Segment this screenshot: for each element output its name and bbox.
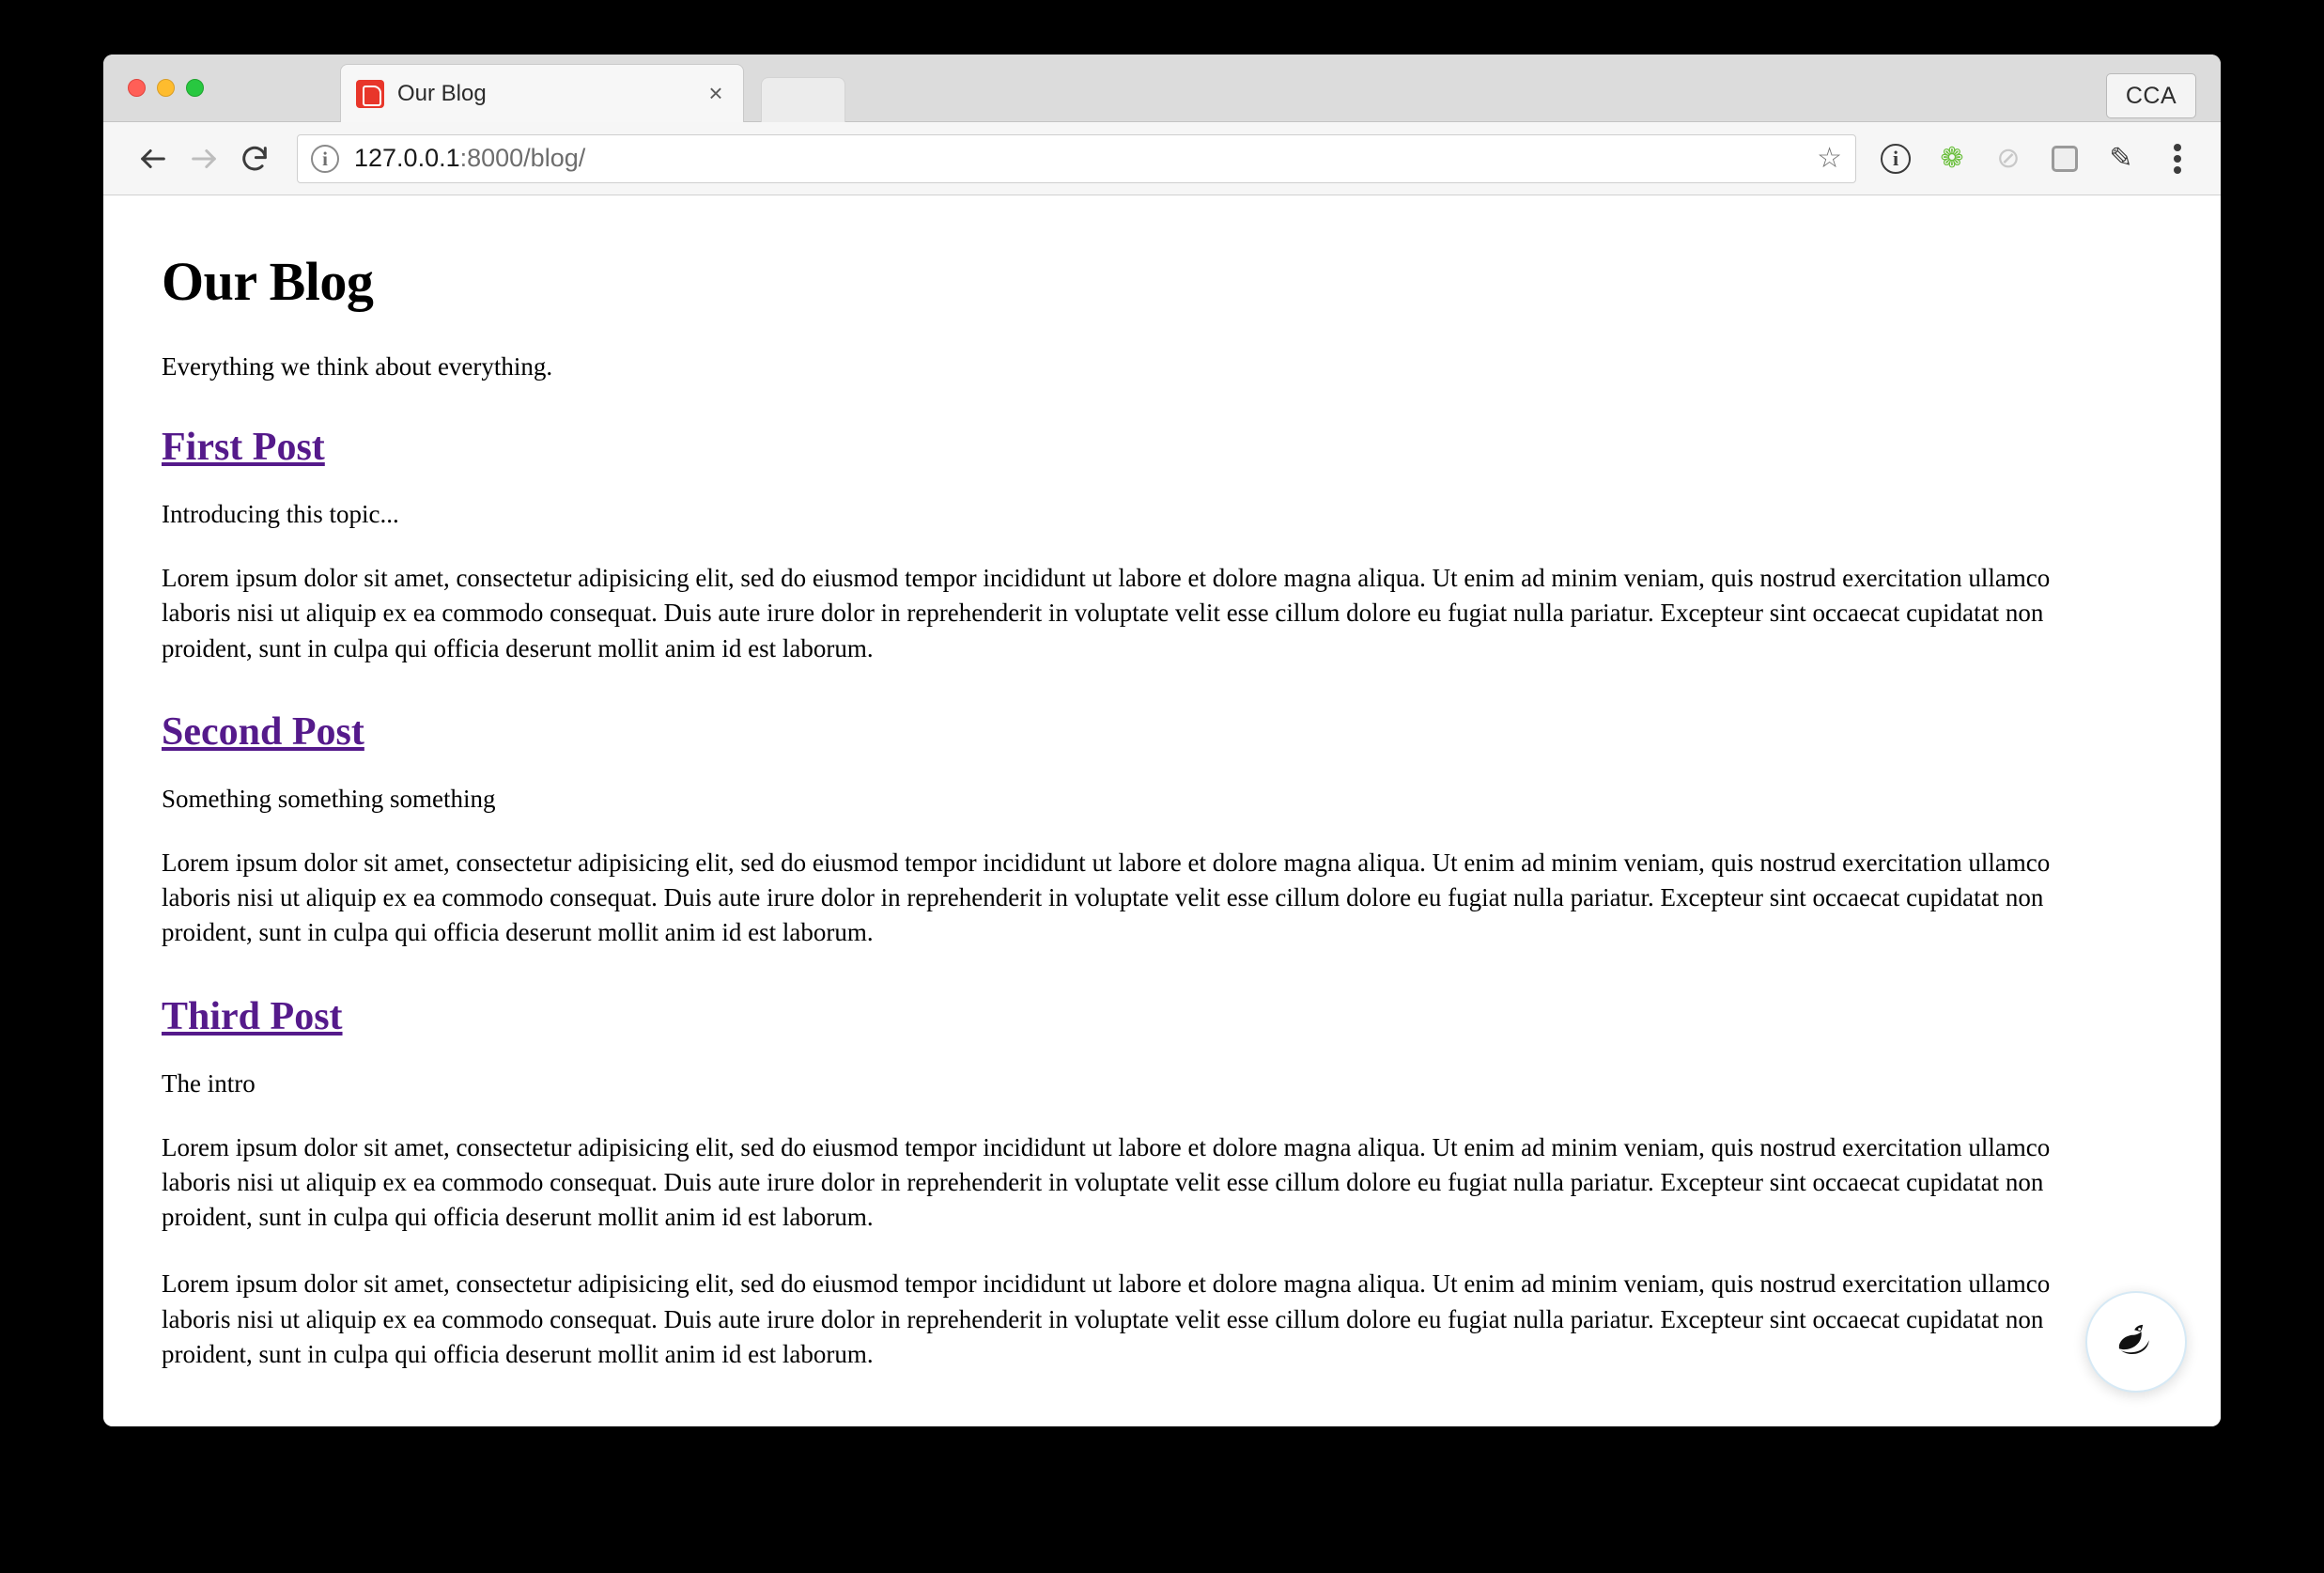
annotate-pencil-icon[interactable]: ✎ [2109,142,2133,174]
bookmark-star-icon[interactable]: ☆ [1817,142,1842,174]
address-bar[interactable] [297,134,1856,183]
post-body: Lorem ipsum dolor sit amet, consectetur adipisicing elit, sed do eiusmod tempor incididunt ut labore et dolore magna aliqua. Ut enim ad minim veniam, quis nostrud exercitation ullamco laboris nisi ut aliquip ex ea commodo consequat. Duis aute irure dolor in reprehenderit in voluptate velit esse cillum dolore eu fugiat nulla pariatur. Excepteur sint occaecat cupidatat non proident, sunt in culpa qui officia deserunt mollit anim id est laborum. [162,564,2051,662]
post-body-second-paragraph: Lorem ipsum dolor sit amet, consectetur adipisicing elit, sed do eiusmod tempor incididunt ut labore et dolore magna aliqua. Ut enim ad minim veniam, quis nostrud exercitation ullamco laboris nisi ut aliquip ex ea commodo consequat. Duis aute irure dolor in reprehenderit in voluptate velit esse cillum dolore eu fugiat nulla pariatur. Excepteur sint occaecat cupidatat non proident, sunt in culpa qui officia deserunt mollit anim id est laborum. [162,1269,2051,1368]
minimize-window-button[interactable] [157,79,175,97]
bird-icon [2109,1315,2163,1369]
maximize-window-button[interactable] [186,79,204,97]
back-icon[interactable] [128,133,178,184]
blog-post-1 [162,425,2162,666]
blog-post-2 [162,709,2162,951]
post-title [162,994,2162,1039]
post-body: Lorem ipsum dolor sit amet, consectetur adipisicing elit, sed do eiusmod tempor incididunt ut labore et dolore magna aliqua. Ut enim ad minim veniam, quis nostrud exercitation ullamco laboris nisi ut aliquip ex ea commodo consequat. Duis aute irure dolor in reprehenderit in voluptate velit esse cillum dolore eu fugiat nulla pariatur. Excepteur sint occaecat cupidatat non proident, sunt in culpa qui officia deserunt mollit anim id est laborum. [162,848,2051,947]
tab-our-blog[interactable] [340,64,744,122]
window-controls [128,79,204,97]
post-intro: The intro [162,1068,256,1098]
reload-icon[interactable] [229,133,280,184]
disabled-extension-icon[interactable]: ⊘ [1996,142,2021,174]
browser-tabstrip [103,55,2221,122]
post-body: Lorem ipsum dolor sit amet, consectetur adipisicing elit, sed do eiusmod tempor incididunt ut labore et dolore magna aliqua. Ut enim ad minim veniam, quis nostrud exercitation ullamco laboris nisi ut aliquip ex ea commodo consequat. Duis aute irure dolor in reprehenderit in voluptate velit esse cillum dolore eu fugiat nulla pariatur. Excepteur sint occaecat cupidatat non proident, sunt in culpa qui officia deserunt mollit anim id est laborum. [162,1132,2051,1231]
bird-assistant-button[interactable] [2085,1291,2187,1393]
browser-menu-icon[interactable] [2159,140,2196,178]
page-content [103,195,2221,1426]
forward-icon[interactable] [178,133,229,184]
blog-post-3 [162,994,2162,1373]
profile-badge[interactable]: CCA [2106,73,2196,118]
post-link-third[interactable]: Third Post [162,994,343,1038]
reader-extension-icon[interactable] [2046,140,2084,178]
close-window-button[interactable] [128,79,146,97]
close-icon[interactable]: × [708,78,723,107]
extension-toolbar [1877,140,2196,178]
post-title [162,709,2162,755]
django-logo-icon [356,80,384,108]
browser-window [103,55,2221,1426]
post-intro: Introducing this topic... [162,500,399,528]
new-tab-button[interactable] [761,77,845,122]
url-text [354,144,1807,173]
page-title: Our Blog [162,251,374,312]
page-tagline: Everything we think about everything. [162,352,553,381]
site-info-icon[interactable]: i [311,145,339,173]
puzzle-extension-icon[interactable]: ❁ [1940,142,1964,174]
url-host: 127.0.0.1 [354,144,460,172]
post-link-second[interactable]: Second Post [162,709,364,754]
tab-title: Our Blog [397,80,487,106]
post-link-first[interactable]: First Post [162,426,325,469]
post-intro: Something something something [162,784,496,813]
url-path: :8000/blog/ [459,144,586,172]
page-info-icon[interactable]: i [1877,140,1914,178]
post-title [162,425,2162,470]
browser-toolbar [103,122,2221,195]
